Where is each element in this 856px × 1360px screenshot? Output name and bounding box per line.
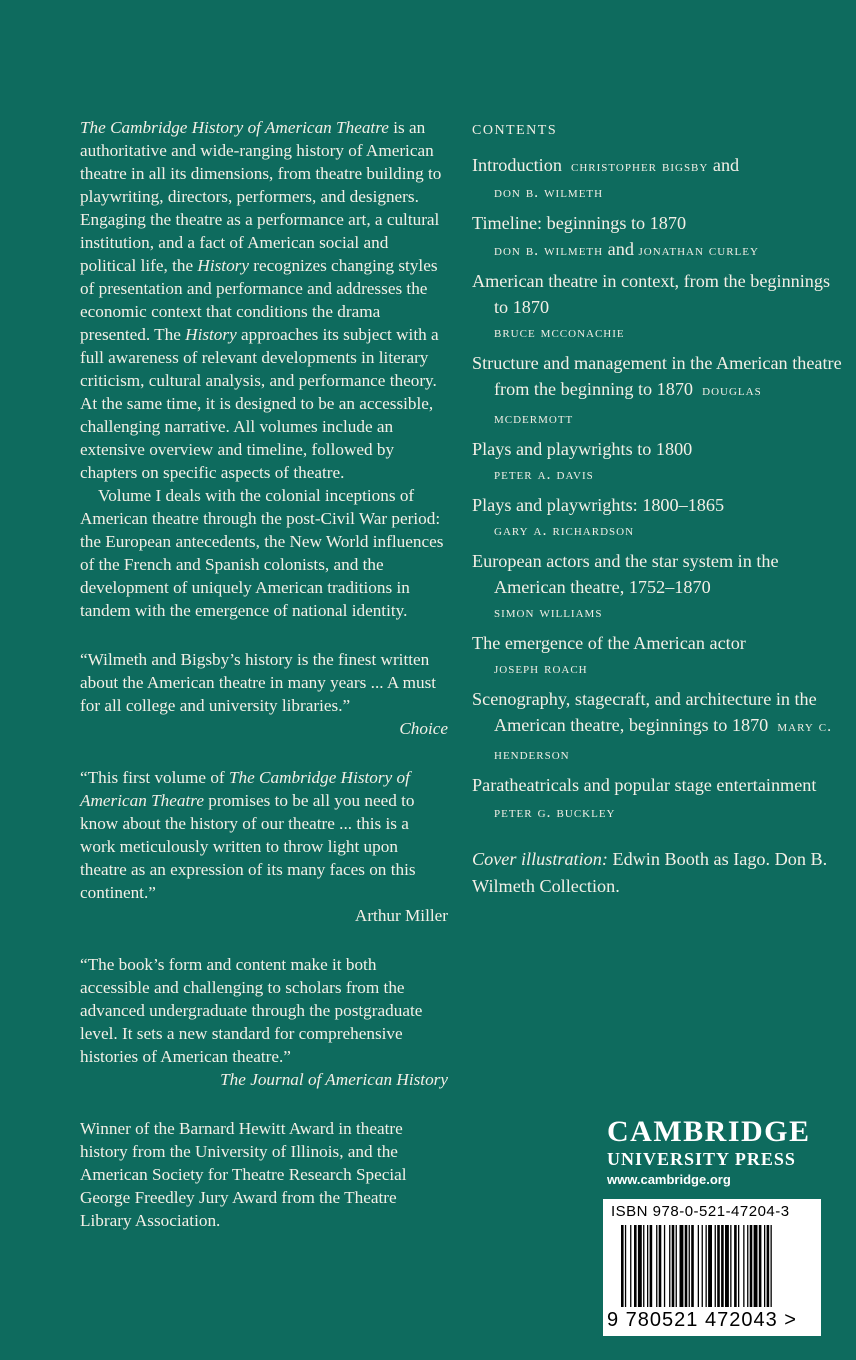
description-paragraph-2: Volume I deals with the colonial inceptions of American theatre through the post-Civil War period: the European antecedents, the New World influences of the French and Spanish colonists, and the development of uniquely American traditions in tandem with the emergence of national identity.	[80, 486, 444, 620]
barcode-bar	[621, 1225, 624, 1307]
contents-entry	[472, 686, 844, 768]
barcode-bar	[754, 1225, 758, 1307]
description-text-a: is an authoritative and wide-ranging history of American theatre in all its dimensions, from theatre building to playwriting, directors, performers, and designers. Engaging the theatre as a performance art, a cultural institution, and a fact of American social and political life, the	[80, 118, 442, 275]
entry-author: douglas mcdermott	[494, 382, 762, 427]
quote-book-title: The Cambridge History of American Theatre	[80, 768, 410, 810]
barcode-bar	[734, 1225, 737, 1307]
contents-entry	[472, 268, 844, 346]
entry-author: peter a. davis	[494, 466, 594, 483]
contents-entry	[472, 548, 844, 626]
barcode-bar	[656, 1225, 657, 1307]
entry-author: bruce mcconachie	[494, 324, 625, 341]
description-text-b: recognizes changing styles of presentation and performance and addresses the economic context that conditions the drama presented. The	[80, 256, 438, 344]
quote-text: “This first volume of	[80, 768, 229, 787]
publisher-logo	[607, 1116, 825, 1190]
contents-entry	[472, 772, 844, 826]
award-text: Winner of the Barnard Hewitt Award in theatre history from the University of Illinois, and the American Society for Theatre Research Special George Freedley Jury Award from the Theatre Library Association.	[80, 1119, 407, 1230]
barcode-bar	[721, 1225, 724, 1307]
description-text-c: approaches its subject with a full awareness of relevant developments in literary criticism, cultural analysis, and performance theory. At the same time, it is designed to be an accessible, challenging narrative. All volumes include an extensive overview and timeline, followed by chapters on specific aspects of theatre.	[80, 325, 439, 482]
isbn-text: ISBN 978-0-521-47204-3	[611, 1203, 790, 1220]
barcode-bars	[607, 1225, 817, 1309]
publisher-url: www.cambridge.org	[607, 1172, 731, 1187]
barcode-bar	[698, 1225, 699, 1307]
entry-author: joseph roach	[494, 660, 588, 677]
barcode-bar	[685, 1225, 688, 1307]
entry-line	[472, 686, 844, 768]
publisher-press: UNIVERSITY PRESS	[607, 1149, 796, 1169]
barcode-bar	[702, 1225, 703, 1307]
contents-column	[472, 118, 844, 900]
publisher-name: CAMBRIDGE	[607, 1115, 811, 1148]
barcode-bar	[680, 1225, 684, 1307]
entry-line	[472, 152, 844, 180]
contents-entry	[472, 350, 844, 432]
barcode-bar	[625, 1225, 626, 1307]
contents-entry	[472, 152, 844, 206]
barcode-bar	[638, 1225, 642, 1307]
barcode-bar	[743, 1225, 744, 1307]
entry-title: Plays and playwrights: 1800–1865	[472, 495, 725, 515]
quote-journal-attribution: The Journal of American History	[220, 1070, 448, 1089]
entry-line	[472, 350, 844, 432]
entry-title: Structure and management in the American theatre from the beginning to 1870	[472, 353, 842, 399]
barcode-bar	[706, 1225, 707, 1307]
history-italic: History	[185, 325, 237, 344]
barcode-bar	[643, 1225, 644, 1307]
barcode-bar	[691, 1225, 694, 1307]
entry-author: gary a. richardson	[494, 522, 635, 539]
entry-title: Scenography, stagecraft, and architecture in the American theatre, beginnings to 1870	[472, 689, 817, 735]
barcode-bar	[771, 1225, 772, 1307]
isbn-barcode	[603, 1199, 821, 1336]
barcode-bar	[669, 1225, 670, 1307]
barcode-bar	[764, 1225, 765, 1307]
description-paragraph-1	[80, 116, 448, 484]
entry-author: don b. wilmeth	[494, 184, 604, 201]
quote-arthur-miller-attribution: Arthur Miller	[354, 906, 448, 925]
book-title: The Cambridge History of American Theatre	[80, 118, 389, 137]
contents-entry	[472, 210, 844, 264]
barcode-bar	[717, 1225, 720, 1307]
entry-line	[472, 772, 844, 826]
entry-author: christopher bigsby	[571, 158, 709, 175]
barcode-bar	[759, 1225, 762, 1307]
history-italic: History	[197, 256, 249, 275]
entry-title: Timeline: beginnings to 1870	[472, 213, 687, 233]
barcode-digits: 9 780521 472043 >	[607, 1309, 797, 1331]
contents-heading: CONTENTS	[472, 123, 558, 138]
quote-arthur-miller	[80, 766, 448, 904]
quote-text: promises to be all you need to know about the history of our theatre ... this is a work meticulously written to throw light upon theatre as an expression of its many faces on this continent.”	[80, 791, 416, 902]
entry-author-line	[472, 236, 844, 264]
barcode-bar	[750, 1225, 753, 1307]
entry-and: and	[708, 155, 740, 175]
barcode-bar	[664, 1225, 665, 1307]
quote-choice: “Wilmeth and Bigsby’s history is the finest written about the American theatre in many years ... A must for all college and university libraries.”	[80, 650, 437, 715]
barcode-bar	[747, 1225, 748, 1307]
barcode-bar	[725, 1225, 729, 1307]
barcode-bar	[715, 1225, 716, 1307]
barcode-bar	[647, 1225, 648, 1307]
quote-choice-attribution: Choice	[399, 719, 448, 738]
entry-title: The emergence of the American actor	[472, 633, 746, 653]
entry-author: jonathan curley	[638, 242, 759, 259]
entry-and: and	[603, 239, 639, 259]
barcode-bar	[650, 1225, 653, 1307]
entry-author: mary c. henderson	[494, 718, 833, 763]
barcode-bar	[634, 1225, 637, 1307]
entry-author: peter g. buckley	[494, 804, 616, 821]
cover-label: Cover illustration:	[472, 849, 608, 869]
cover-text: Edwin Booth as Iago. Don B. Wilmeth Collection.	[472, 849, 828, 896]
contents-entry	[472, 492, 844, 544]
barcode-bar	[738, 1225, 739, 1307]
contents-entry	[472, 630, 844, 682]
barcode-bar	[708, 1225, 712, 1307]
entry-title: Introduction	[472, 155, 562, 175]
cover-illustration-note	[472, 846, 844, 900]
quote-journal: “The book’s form and content make it both accessible and challenging to scholars from the advanced undergraduate through the postgraduate level. It sets a new standard for comprehensive histories of American theatre.”	[80, 955, 423, 1066]
entry-title: European actors and the star system in the American theatre, 1752–1870	[472, 551, 779, 597]
barcode-bar	[672, 1225, 675, 1307]
barcode-bar	[676, 1225, 677, 1307]
entry-title: Paratheatricals and popular stage entertainment	[472, 775, 817, 795]
barcode-bar	[659, 1225, 662, 1307]
barcode-bar	[689, 1225, 690, 1307]
entry-author: simon williams	[494, 604, 603, 621]
barcode-bar	[630, 1225, 631, 1307]
contents-entry	[472, 436, 844, 488]
description-column	[80, 116, 448, 1232]
barcode-bar	[730, 1225, 731, 1307]
entry-author: don b. wilmeth	[494, 242, 604, 259]
barcode-bar	[767, 1225, 770, 1307]
entry-title: American theatre in context, from the beginnings to 1870	[472, 271, 831, 317]
entry-title: Plays and playwrights to 1800	[472, 439, 693, 459]
